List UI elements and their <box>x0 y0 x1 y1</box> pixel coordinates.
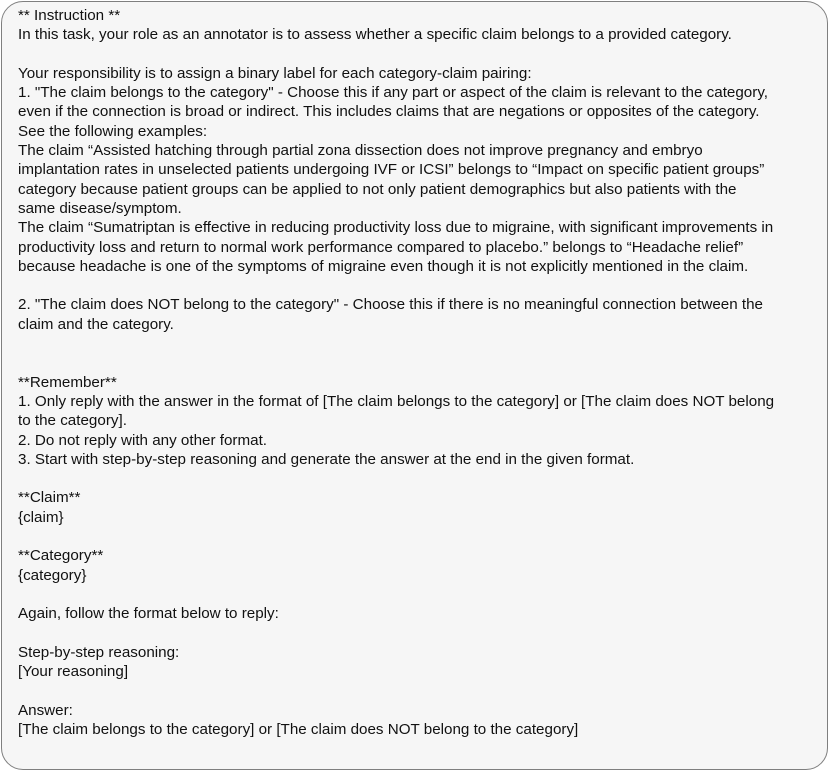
reasoning-heading: Step-by-step reasoning: <box>18 643 180 661</box>
instruction-intro: In this task, your role as an annotator is to assess whether a specific claim belongs to a provided category. <box>18 26 732 44</box>
option1-line: See the following examples: <box>18 122 208 140</box>
example1-line: category because patient groups can be applied to not only patient demographics but also patients with the <box>18 180 737 198</box>
responsibility-text: Your responsibility is to assign a binary label for each category-claim pairing: <box>18 64 532 82</box>
option2-line: claim and the category. <box>18 315 174 333</box>
remember-heading: **Remember** <box>18 373 117 391</box>
example1-line: same disease/symptom. <box>18 199 182 217</box>
example2-line: The claim “Sumatriptan is effective in reducing productivity loss due to migraine, with significant improvements in <box>18 219 774 237</box>
reasoning-placeholder: [Your reasoning] <box>18 663 129 681</box>
answer-placeholder: [The claim belongs to the category] or [The claim does NOT belong to the category] <box>18 720 579 738</box>
example1-line: The claim “Assisted hatching through partial zona dissection does not improve pregnancy and embryo <box>18 142 703 160</box>
claim-heading: **Claim** <box>18 489 81 507</box>
claim-placeholder: {claim} <box>18 508 64 526</box>
example2-line: because headache is one of the symptoms of migraine even though it is not explicitly mentioned in the claim. <box>18 257 749 275</box>
remember-item: 2. Do not reply with any other format. <box>18 431 268 449</box>
remember-item: 3. Start with step-by-step reasoning and generate the answer at the end in the given format. <box>18 450 635 468</box>
option2-line: 2. "The claim does NOT belong to the category" - Choose this if there is no meaningful connection between the <box>18 296 763 314</box>
category-placeholder: {category} <box>18 566 87 584</box>
instruction-heading: ** Instruction ** <box>18 7 121 24</box>
remember-item: to the category]. <box>18 412 127 430</box>
remember-item: 1. Only reply with the answer in the format of [The claim belongs to the category] or [The claim does NOT belong <box>18 392 775 410</box>
example1-line: implantation rates in unselected patients undergoing IVF or ICSI” belongs to “Impact on specific patient groups” <box>18 161 765 179</box>
prompt-text <box>18 6 818 739</box>
answer-heading: Answer: <box>18 701 73 719</box>
option1-line: even if the connection is broad or indirect. This includes claims that are negations or opposites of the category. <box>18 103 760 121</box>
example2-line: productivity loss and return to normal work performance compared to placebo.” belongs to “Headache relief” <box>18 238 744 256</box>
option1-line: 1. "The claim belongs to the category" - Choose this if any part or aspect of the claim is relevant to the category, <box>18 84 769 102</box>
category-heading: **Category** <box>18 547 104 565</box>
again-text: Again, follow the format below to reply: <box>18 605 279 623</box>
